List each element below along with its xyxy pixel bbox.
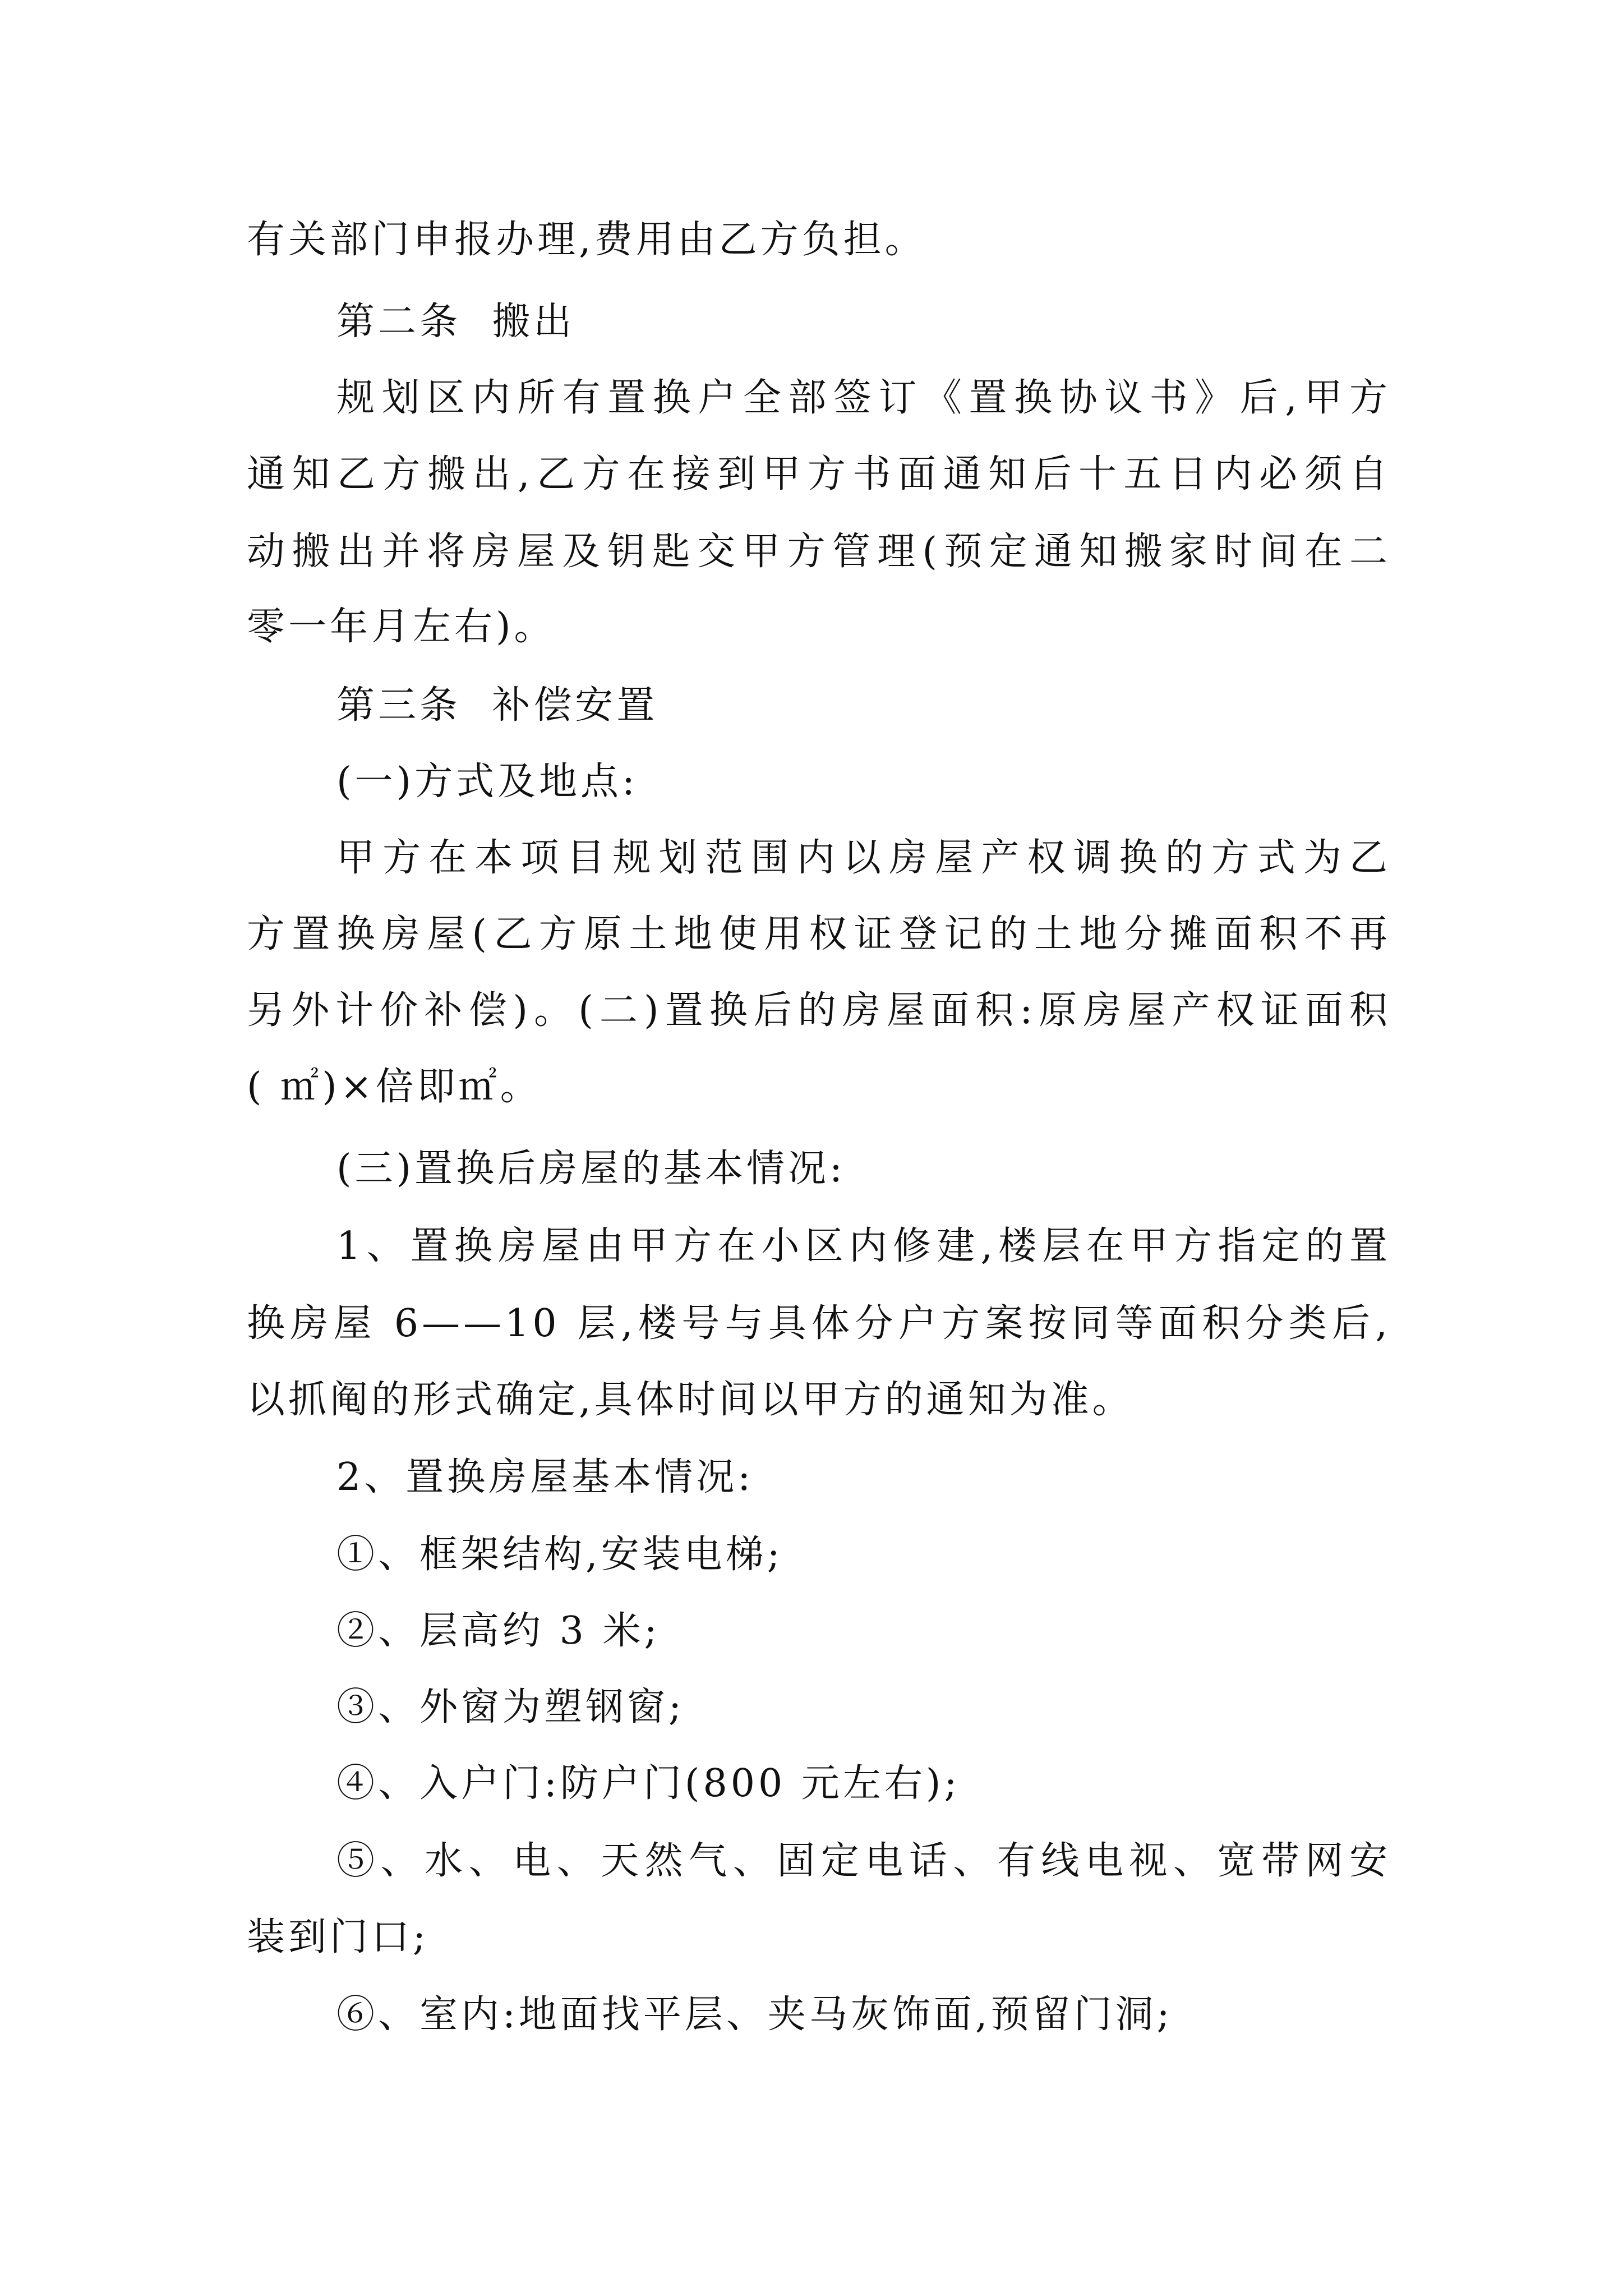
list-heading: 2、置换房屋基本情况: (336, 1455, 754, 1499)
text-line: 另外计价补偿)。(二)置换后的房屋面积:原房屋产权证面积 (247, 988, 1391, 1033)
text-line: 装到门口; (247, 1915, 429, 1959)
list-item: ③、外窗为塑钢窗; (336, 1685, 685, 1729)
text-line: 方置换房屋(乙方原土地使用权证登记的土地分摊面积不再 (247, 912, 1391, 956)
text-line: 规划区内所有置换户全部签订《置换协议书》后,甲方 (336, 376, 1391, 420)
list-item: ①、框架结构,安装电梯; (336, 1533, 783, 1577)
list-item: ④、入户门:防户门(800 元左右); (336, 1761, 961, 1806)
list-item: ②、层高约 3 米; (336, 1609, 661, 1653)
text-line: ( ㎡)×倍即㎡。 (247, 1065, 542, 1109)
section-heading: (一)方式及地点: (336, 760, 638, 804)
list-item: ⑥、室内:地面找平层、夹马灰饰面,预留门洞; (336, 1993, 1173, 2037)
text-line: 有关部门申报办理,费用由乙方负担。 (247, 218, 926, 262)
text-line: 1、置换房屋由甲方在小区内修建,楼层在甲方指定的置 (336, 1224, 1391, 1268)
text-line: 动搬出并将房屋及钥匙交甲方管理(预定通知搬家时间在二 (247, 530, 1391, 574)
text-line: 通知乙方搬出,乙方在接到甲方书面通知后十五日内必须自 (247, 452, 1391, 496)
list-item: ⑤、水、电、天然气、固定电话、有线电视、宽带网安 (336, 1839, 1391, 1883)
text-line: 甲方在本项目规划范围内以房屋产权调换的方式为乙 (336, 836, 1391, 880)
text-line: 以抓阄的形式确定,具体时间以甲方的通知为准。 (247, 1378, 1134, 1422)
article-heading: 第三条 补偿安置 (336, 683, 658, 728)
section-heading: (三)置换后房屋的基本情况: (336, 1147, 846, 1191)
text-line: 换房屋 6——10 层,楼号与具体分户方案按同等面积分类后, (247, 1301, 1391, 1346)
article-heading: 第二条 搬出 (336, 300, 575, 344)
text-line: 零一年月左右)。 (247, 605, 556, 649)
